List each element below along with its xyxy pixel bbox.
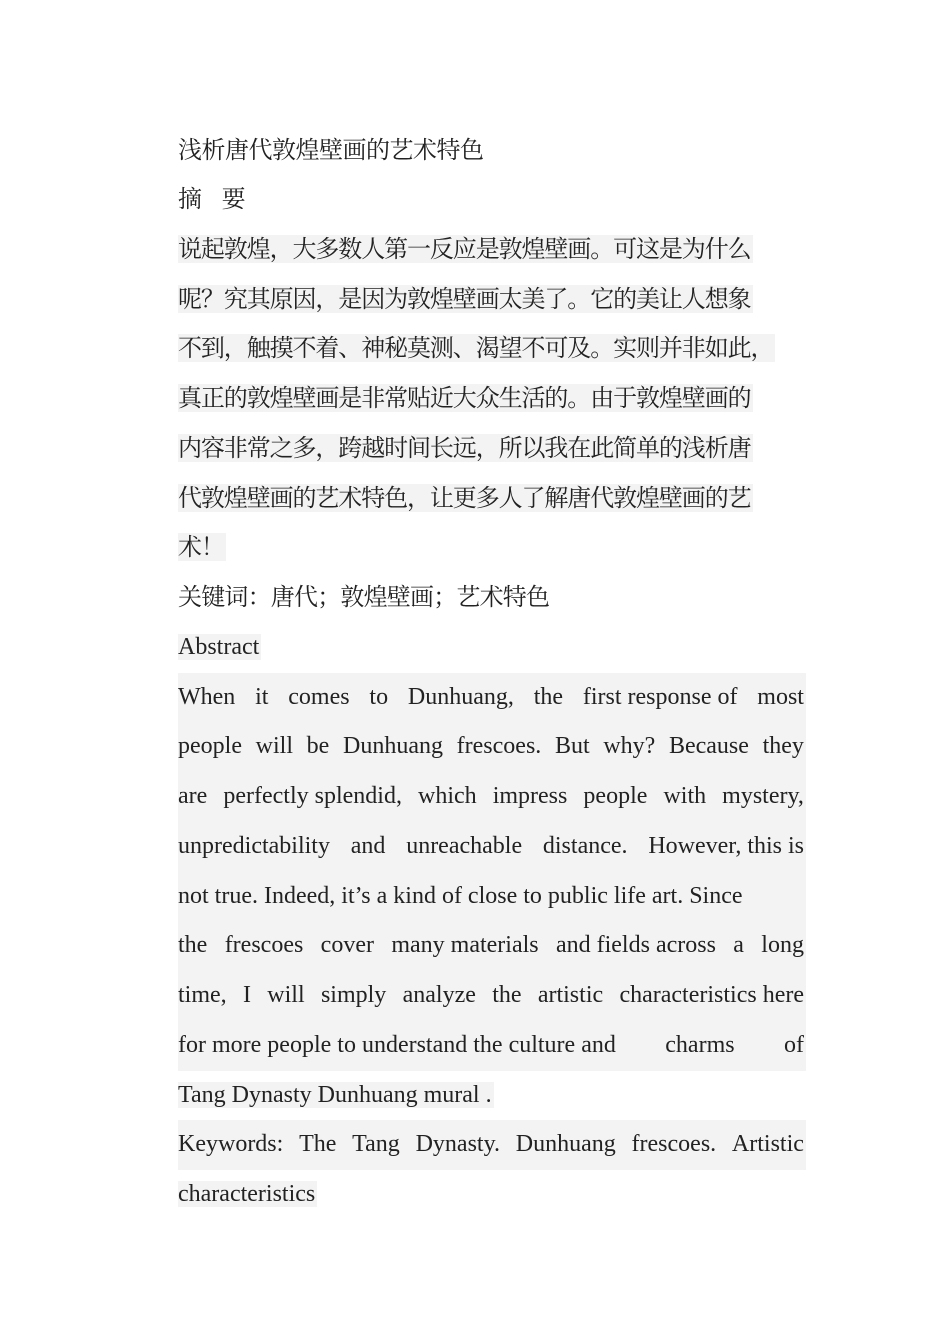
word: which [418,783,477,809]
word: be [306,733,330,760]
word: why? [603,733,656,760]
word: The [299,1131,337,1158]
word: not true. Indeed, it’s a kind of close to public life art. Since [178,882,743,909]
word: unpredictability [178,832,330,859]
abstract-cn-line: 内容非常之多，跨越时间长远，所以我在此简单的浅析唐 [178,433,751,462]
word: But [554,733,590,760]
word: most [757,683,804,710]
word: distance. [542,832,628,859]
word: the [533,683,564,710]
word: and [350,832,386,859]
abstract-cn-line: 不到，触摸不着、神秘莫测、渴望不可及。实则并非如此， [178,334,774,363]
word: for more people to understand the culture and [178,1031,616,1058]
word: characteristics here [619,982,804,1008]
word: Keywords: [178,1131,284,1158]
abstract-en-line [178,772,806,822]
word: the [492,982,522,1008]
word: people [583,783,648,809]
word: perfectly splendid, [223,783,402,809]
word: frescoes. [631,1131,717,1158]
word: unreachable [406,832,523,859]
abstract-cn-line: 说起敦煌，大多数人第一反应是敦煌壁画。可这是为什么 [178,234,751,263]
text-run [178,1082,494,1108]
abstract-en-line [178,673,806,723]
document-page [178,125,806,1220]
word: will [255,733,293,760]
word: Dunhuang [343,733,443,760]
keywords-en-line [178,1120,806,1170]
abstract-cn-line: 代敦煌壁画的艺术特色，让更多人了解唐代敦煌壁画的艺 [178,483,751,512]
word: first response of [582,683,738,710]
word: mystery, [722,783,804,809]
abstract-en-line [178,971,806,1021]
word: Dynasty. [415,1131,501,1158]
abstract-en-body [178,673,806,1121]
word: charms [665,1031,735,1058]
word: people [178,733,242,760]
keywords-en-line-last [178,1170,806,1220]
word: frescoes. [456,733,542,760]
word: will [267,982,305,1008]
word: cover [320,932,374,959]
word: to [369,683,389,710]
word: comes [288,683,350,710]
word: Tang [352,1131,400,1158]
word: simply [320,982,387,1008]
abstract-cn-body [178,225,806,573]
word: Dunhuang, [407,683,514,710]
abstract-en-line [178,1021,806,1071]
word: are [178,783,208,809]
keywords-cn: 关键词：唐代；敦煌壁画；艺术特色 [178,583,550,611]
word: time, [178,982,227,1008]
word: a [733,932,744,959]
word: Because [668,733,749,760]
word: long [761,932,804,959]
abstract-en-heading: Abstract [178,633,260,660]
word: they [762,733,804,760]
word: However, this is [648,832,804,859]
word: When [178,683,236,710]
word: Artistic [731,1131,804,1158]
abstract-en-line-last [178,1071,806,1121]
abstract-cn-line: 术！ [178,533,224,562]
word: frescoes [224,932,304,959]
abstract-heading-cn: 摘 要 [178,185,252,213]
abstract-cn-line: 呢？究其原因，是因为敦煌壁画太美了。它的美让人想象 [178,284,751,313]
word: Dunhuang [515,1131,616,1158]
keywords-en [178,1120,806,1220]
word: I [242,982,251,1008]
abstract-cn-line: 真正的敦煌壁画是非常贴近大众生活的。由于敦煌壁画的 [178,384,751,412]
word: analyze [402,982,476,1008]
word: many materials [391,932,539,959]
word: impress [492,783,568,809]
word: and fields across [555,932,716,959]
word: characteristics [178,1181,316,1207]
word: with [663,783,707,809]
word: it [255,683,269,710]
abstract-en-line [178,921,806,971]
word: Tang Dynasty Dunhuang mural . [178,1081,492,1108]
text-run [178,1181,317,1207]
word: artistic [537,982,604,1008]
abstract-en-line [178,872,806,922]
abstract-en-line [178,722,806,772]
abstract-en-line [178,822,806,872]
document-title: 浅析唐代敦煌壁画的艺术特色 [178,136,484,164]
word: of [783,1031,804,1058]
word: the [178,932,208,959]
